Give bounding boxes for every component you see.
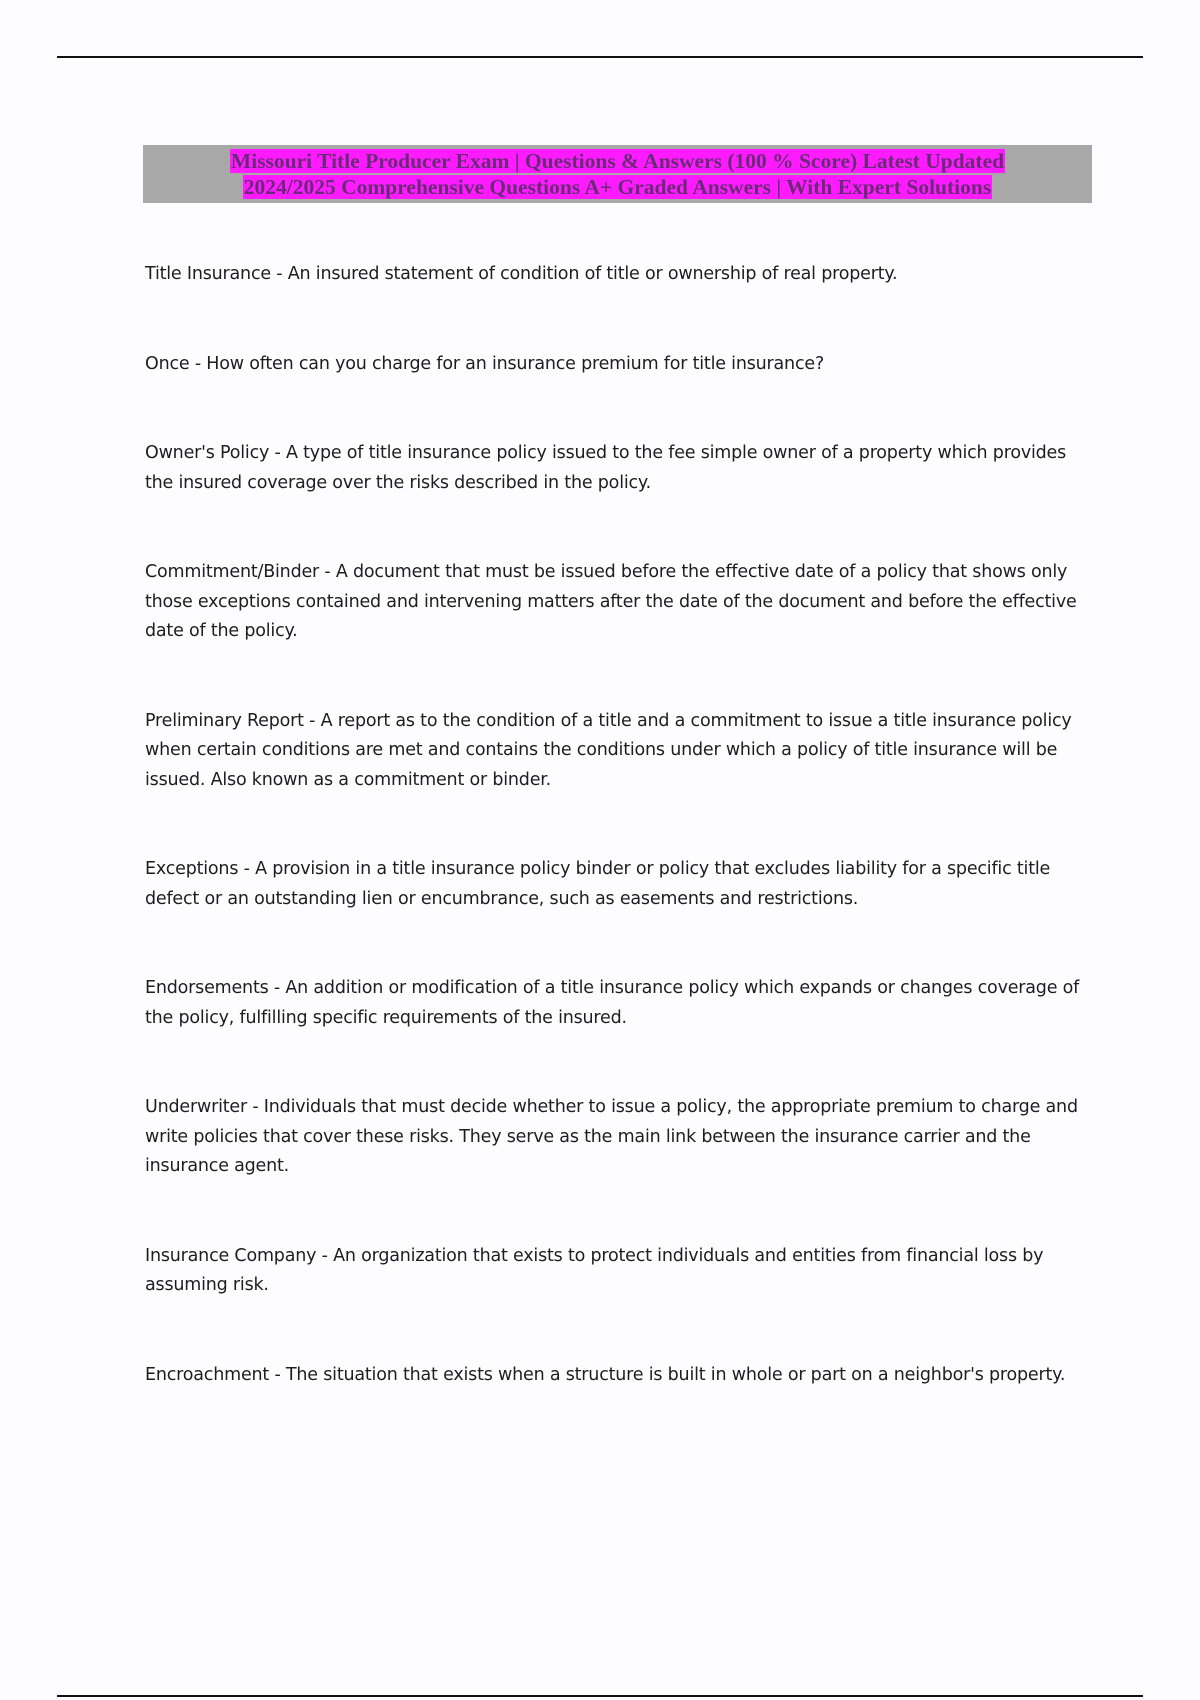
top-rule bbox=[57, 56, 1143, 58]
qa-entry-preliminary-report: Preliminary Report - A report as to the condition of a title and a commitment to issue a title insurance policy when certain conditions are met and contains the conditions under which a policy of title insurance will be issued. Also known as a commitment or binder. bbox=[145, 710, 1072, 790]
qa-entry-underwriter: Underwriter - Individuals that must decide whether to issue a policy, the appropriate premium to charge and write policies that cover these risks. They serve as the main link between the insurance carrier and the insurance agent. bbox=[145, 1097, 1078, 1176]
qa-entry-once: Once - How often can you charge for an insurance premium for title insurance? bbox=[145, 353, 825, 374]
bottom-rule bbox=[57, 1695, 1143, 1697]
qa-entry-title-insurance: Title Insurance - An insured statement of condition of title or ownership of real property. bbox=[145, 264, 898, 284]
qa-entry-commitment-binder: Commitment/Binder - A document that must be issued before the effective date of a policy that shows only those exceptions contained and intervening matters after the date of the document and before the effective date of the policy. bbox=[145, 562, 1077, 641]
qa-entry-endorsements: Endorsements - An addition or modification of a title insurance policy which expands or changes coverage of the policy, fulfilling specific requirements of the insured. bbox=[145, 978, 1080, 1028]
document-title-line-1: Missouri Title Producer Exam | Questions & Answers (100 % Score) Latest Updated bbox=[230, 149, 1005, 173]
document-title-line-2: 2024/2025 Comprehensive Questions A+ Graded Answers | With Expert Solutions bbox=[243, 175, 992, 199]
qa-entry-exceptions: Exceptions - A provision in a title insurance policy binder or policy that excludes liability for a specific title defect or an outstanding lien or encumbrance, such as easements and restrictions. bbox=[145, 859, 1051, 909]
qa-entry-owners-policy: Owner's Policy - A type of title insurance policy issued to the fee simple owner of a property which provides the insured coverage over the risks described in the policy. bbox=[145, 443, 1067, 493]
qa-entry-encroachment: Encroachment - The situation that exists when a structure is built in whole or part on a neighbor's property. bbox=[145, 1364, 1066, 1385]
document-title-box bbox=[143, 145, 1092, 203]
qa-list bbox=[145, 260, 1095, 1450]
qa-entry-insurance-company: Insurance Company - An organization that exists to protect individuals and entities from financial loss by assuming risk. bbox=[145, 1245, 1044, 1295]
